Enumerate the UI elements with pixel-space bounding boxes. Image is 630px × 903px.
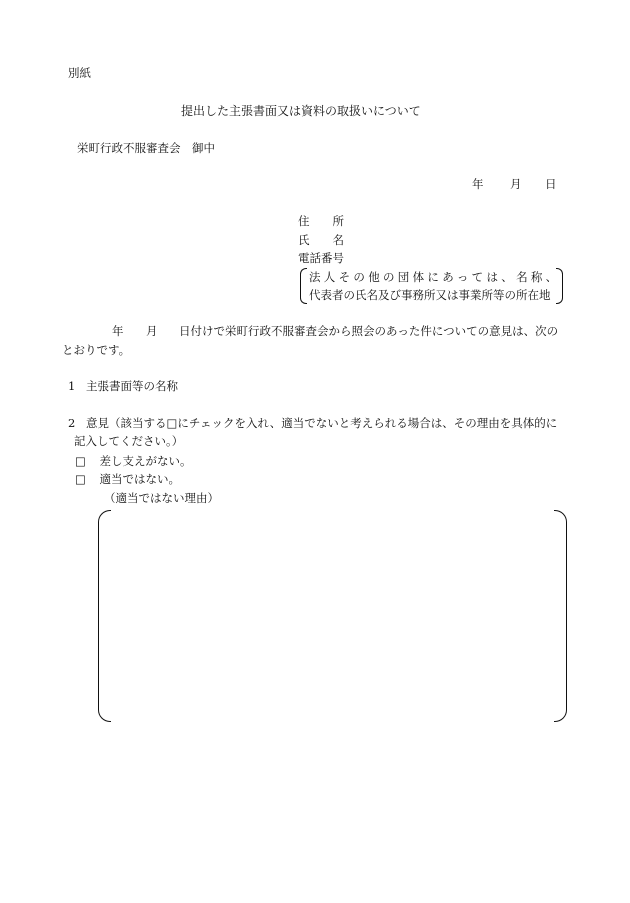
option-not-appropriate-label: 適当ではない。 [99,472,181,486]
reason-bracket-left [98,510,111,722]
checkbox-no-objection[interactable]: □ [75,454,86,468]
address-label: 住 所 [298,214,344,228]
note-line-1: 法人その他の団体にあっては、名称、 [309,270,561,284]
option-not-appropriate[interactable] [75,472,180,486]
section-1-label: 主張書面等の名称 [86,379,178,393]
intro-year: 年 [112,324,124,338]
section-2-label-line-2: 記入してください。） [74,434,184,448]
intro-line-2: とおりです。 [62,343,131,357]
document-title: 提出した主張書面又は資料の取扱いについて [181,104,421,118]
reason-bracket-right [554,510,567,722]
note-line-2: 代表者の氏名及び事務所又は事業所等の所在地 [309,288,551,302]
intro-line-1: 日付けで栄町行政不服審査会から照会のあった件についての意見は、次の [179,324,559,338]
note-bracket-right [556,268,563,304]
checkbox-not-appropriate[interactable]: □ [75,472,86,486]
section-1-number: 1 [68,379,76,393]
addressee: 栄町行政不服審査会 御中 [77,141,215,155]
phone-label: 電話番号 [298,251,344,265]
name-label: 氏 名 [298,233,344,247]
section-2-number: 2 [68,416,76,430]
note-bracket-left [300,268,307,304]
date-month: 月 [510,177,522,191]
reason-input-area[interactable] [112,512,552,718]
option-no-objection[interactable] [75,454,192,468]
date-year: 年 [472,177,484,191]
section-2-label-line-1: 意見（該当する□にチェックを入れ、適当でないと考えられる場合は、その理由を具体的に [86,416,558,430]
attachment-label: 別紙 [68,66,91,80]
reason-label: （適当ではない理由） [104,491,219,505]
intro-month: 月 [146,324,158,338]
date-day: 日 [545,177,557,191]
option-no-objection-label: 差し支えがない。 [99,454,192,468]
